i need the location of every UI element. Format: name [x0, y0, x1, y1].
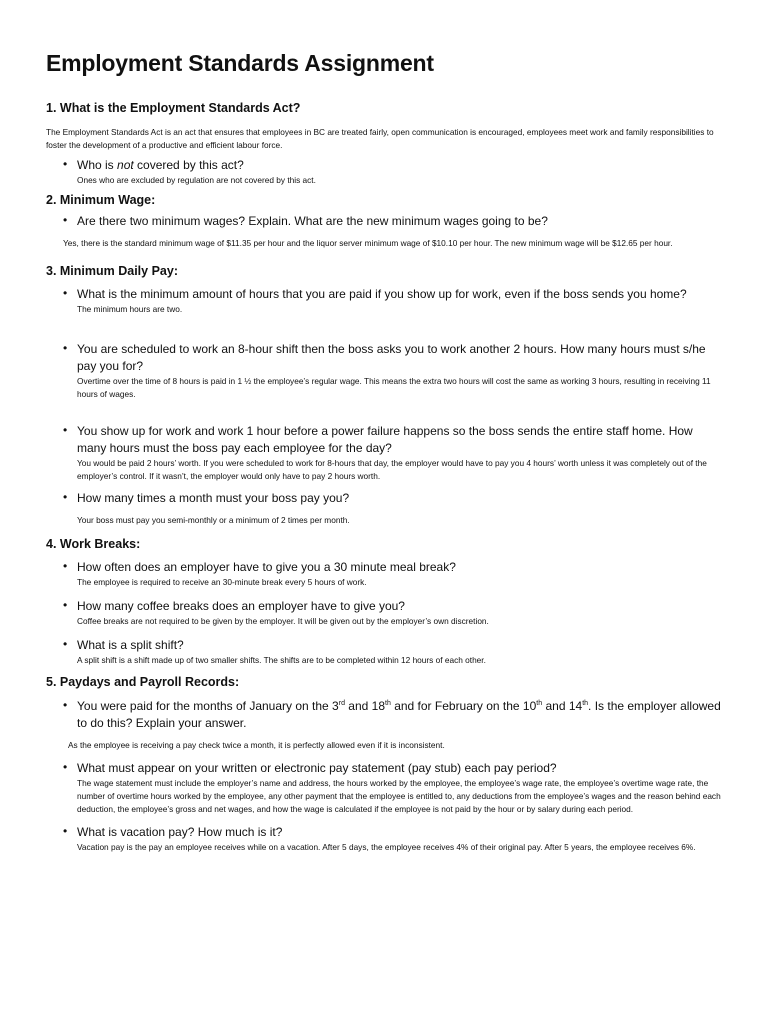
list-item: [46, 637, 722, 667]
answer-text: Ones who are excluded by regulation are not covered by this act.: [77, 175, 316, 185]
question-text: What is a split shift?: [77, 638, 184, 652]
question-text: Are there two minimum wages? Explain. What are the new minimum wages going to be?: [77, 214, 548, 228]
bullet-icon: •: [63, 824, 68, 838]
question-text: How many times a month must your boss pay you?: [77, 491, 350, 505]
bullet-icon: •: [63, 637, 68, 651]
bullet-icon: •: [63, 213, 68, 227]
section-heading: 5. Paydays and Payroll Records:: [46, 675, 240, 689]
bullet-icon: •: [63, 698, 68, 712]
answer-text: The minimum hours are two.: [77, 304, 183, 314]
list-item: [46, 490, 722, 527]
question-text: What is the minimum amount of hours that you are paid if you show up for work, even if the boss sends you home?: [77, 287, 687, 301]
question-text: What must appear on your written or electronic pay statement (pay stub) each pay period?: [77, 761, 557, 775]
list-item: [46, 824, 722, 854]
answer-text: Vacation pay is the pay an employee receives while on a vacation. After 5 days, the employee receives 4% of their original pay. After 5 years, the employee receives 6%.: [77, 842, 696, 852]
question-text: What is vacation pay? How much is it?: [77, 825, 283, 839]
section-heading: 2. Minimum Wage:: [46, 193, 156, 207]
bullet-icon: •: [63, 559, 68, 573]
answer-text: The employee is required to receive an 30-minute break every 5 hours of work.: [77, 577, 367, 587]
document-title: Employment Standards Assignment: [46, 50, 434, 76]
bullet-icon: •: [63, 490, 68, 504]
answer-text: A split shift is a shift made up of two smaller shifts. The shifts are to be completed within 12 hours of each other.: [77, 655, 486, 665]
list-item: [46, 760, 722, 816]
list-item: [46, 286, 722, 316]
answer-text: Overtime over the time of 8 hours is paid in 1 ½ the employee’s regular wage. This means the extra two hours will cost the same as working 3 hours, resulting in receiving 11 hours of wages.: [77, 376, 711, 399]
question-text: How many coffee breaks does an employer have to give you?: [77, 599, 405, 613]
bullet-icon: •: [63, 423, 68, 437]
list-item: [46, 698, 722, 732]
bullet-icon: •: [63, 598, 68, 612]
list-item: [46, 598, 722, 628]
list-item: [46, 341, 722, 401]
section-heading: 3. Minimum Daily Pay:: [46, 264, 178, 278]
document-page: [46, 50, 722, 854]
question-text: You are scheduled to work an 8-hour shift then the boss asks you to work another 2 hours. How many hours must s/he pay you for?: [77, 342, 706, 373]
list-item: [46, 213, 722, 230]
bullet-icon: •: [63, 157, 68, 171]
body-paragraph: The Employment Standards Act is an act that ensures that employees in BC are treated fairly, open communication is encouraged, employees meet work and family responsibilities to foster the development of a productive and efficient labour force.: [46, 127, 714, 150]
list-item: [46, 157, 722, 187]
answer-text: As the employee is receiving a pay check twice a month, it is perfectly allowed even if it is inconsistent.: [68, 740, 445, 750]
question-text: How often does an employer have to give you a 30 minute meal break?: [77, 560, 456, 574]
answer-text: The wage statement must include the employer’s name and address, the hours worked by the employee, the employee’s wage rate, the employee’s overtime wage rate, the number of overtime hours worked by the employee, any other payment that the employee is entitled to, any deductions from the employee’s wages and the reason behind each deduction, the employee’s gross and net wages, and how the wage is calculated if the employee is not paid by the hour or by salary during each period.: [77, 778, 721, 814]
section-heading: 1. What is the Employment Standards Act?: [46, 101, 301, 115]
bullet-icon: •: [63, 286, 68, 300]
bullet-icon: •: [63, 341, 68, 355]
question-text: You show up for work and work 1 hour before a power failure happens so the boss sends the entire staff home. How many hours must the boss pay each employee for the day?: [77, 424, 693, 455]
answer-text: Coffee breaks are not required to be given by the employer. It will be given out by the employer’s own discretion.: [77, 616, 489, 626]
bullet-icon: •: [63, 760, 68, 774]
answer-text: You would be paid 2 hours’ worth. If you were scheduled to work for 8-hours that day, the employer would have to pay you 4 hours’ worth unless it was completely out of the employer’s control. If it wasn’t, the employer would only have to pay 2 hours worth.: [77, 458, 707, 481]
list-item: [46, 559, 722, 589]
answer-text: Yes, there is the standard minimum wage of $11.35 per hour and the liquor server minimum wage of $10.10 per hour. The new minimum wage will be $12.65 per hour.: [63, 238, 673, 248]
list-item: [46, 423, 722, 483]
question-text: Who is not covered by this act?: [77, 158, 244, 172]
section-heading: 4. Work Breaks:: [46, 537, 141, 551]
question-text: You were paid for the months of January on the 3rd and 18th and for February on the 10th and 14th. Is the employer allowed to do this? Explain your answer.: [77, 699, 721, 730]
answer-text: Your boss must pay you semi-monthly or a minimum of 2 times per month.: [77, 515, 350, 525]
